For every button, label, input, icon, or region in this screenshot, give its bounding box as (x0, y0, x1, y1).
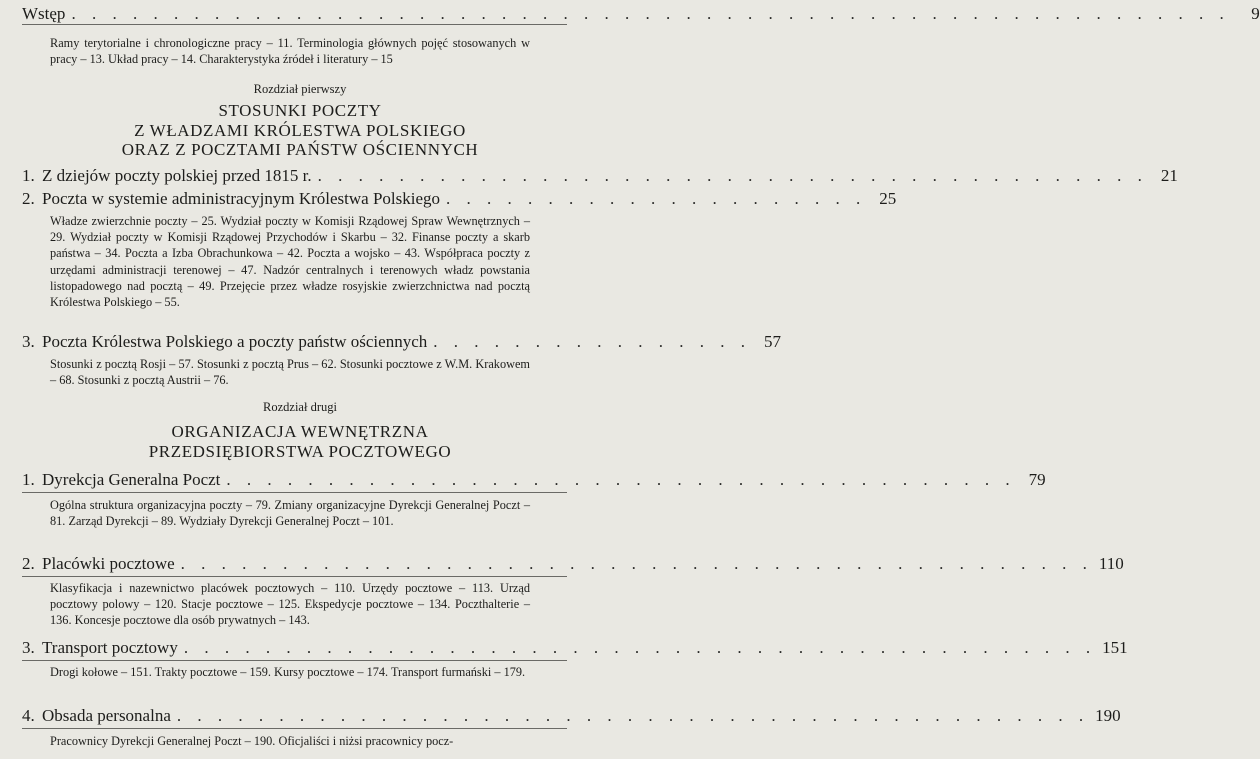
section-number: 1. (22, 470, 35, 489)
toc-subtopics: Władze zwierzchnie poczty – 25. Wydział poczty w Komisji Rządowej Spraw Wewnętrznych – 29. Wydział poczty w Komisji Rządowej Przychodów i Skarbu – 32. Finanse poczty a skarb państwa – 34. Poczta a Izba Obrachunkowa – 42. Poczta a wojsko – 43. Współpraca poczty z urzędami administracji terenowej – 47. Nadzór centralnych i terenowych władz powstania listopadowego nad pocztą – 49. Przejęcie przez władze rosyjskie zwierzchnictwa nad pocztą Królestwa Polskiego – 55. (50, 214, 530, 310)
toc-page-number: 110 (1098, 554, 1124, 573)
chapter-title-line: ORGANIZACJA WEWNĘTRZNA (171, 422, 429, 441)
toc-entry-title: Wstęp (22, 4, 66, 23)
toc-entry-title: Placówki pocztowe (42, 554, 175, 573)
leader-dots: . . . . . . . . . . . . . . . . . . . . . . . . . . . . . . . . . . . . . . . . . . . . . (180, 554, 1093, 573)
toc-entry-title: Poczta w systemie administracyjnym Królestwa Polskiego (42, 189, 441, 208)
section-number: 4. (22, 706, 35, 725)
toc-entry[interactable] (22, 189, 897, 211)
divider-rule (22, 492, 567, 493)
toc-page-number: 79 (1028, 470, 1046, 489)
leader-dots: . . . . . . . . . . . . . . . . . . . . . . . . . . . . . . . . . . . . . . . . . . . . . . . . . . . . . . . . . (71, 4, 1230, 23)
toc-entry[interactable] (22, 638, 1128, 660)
toc-subtopics: Ramy terytorialne i chronologiczne pracy – 11. Terminologia głównych pojęć stosowanych w pracy – 13. Układ pracy – 14. Charakterystyka źródeł i literatury – 15 (50, 36, 530, 67)
section-number: 1. (22, 166, 35, 185)
chapter-title-line: PRZEDSIĘBIORSTWA POCZTOWEGO (148, 441, 452, 461)
leader-dots: . . . . . . . . . . . . . . . . . . . . . . . . . . . . . . . . . . . . . . . (226, 470, 1016, 489)
leader-dots: . . . . . . . . . . . . . . . . . . . . . . . . . . . . . . . . . . . . . . . . . . . . . (176, 706, 1090, 725)
divider-rule (22, 728, 567, 729)
chapter-title (0, 422, 600, 461)
toc-entry-wstep[interactable] (22, 4, 1260, 26)
toc-entry-title: Poczta Królestwa Polskiego a poczty państw ościennych (42, 332, 428, 351)
toc-entry-title: Transport pocztowy (42, 638, 178, 657)
toc-entry[interactable] (22, 166, 1178, 188)
toc-subtopics: Ogólna struktura organizacyjna poczty – 79. Zmiany organizacyjne Dyrekcji Generalnej Poczt – 81. Zarząd Dyrekcji – 89. Wydziały Dyrekcji Generalnej Poczt – 101. (50, 498, 530, 529)
toc-entry[interactable] (22, 470, 1046, 492)
divider-rule (22, 576, 567, 577)
chapter-title-line: STOSUNKI POCZTY (218, 101, 382, 120)
toc-entry-title: Dyrekcja Generalna Poczt (42, 470, 221, 489)
toc-page-number: 25 (879, 189, 897, 208)
divider-rule (22, 660, 567, 661)
toc-subtopics: Stosunki z pocztą Rosji – 57. Stosunki z pocztą Prus – 62. Stosunki pocztowe z W.M. Krakowem – 68. Stosunki z pocztą Austrii – 76. (50, 357, 530, 388)
chapter-title-line: Z WŁADZAMI KRÓLESTWA POLSKIEGO (134, 120, 466, 140)
toc-entry[interactable] (22, 332, 781, 354)
leader-dots: . . . . . . . . . . . . . . . . . . . . . (446, 189, 867, 208)
toc-entry[interactable] (22, 706, 1121, 728)
section-number: 2. (22, 189, 35, 208)
toc-subtopics: Klasyfikacja i nazewnictwo placówek pocztowych – 110. Urzędy pocztowe – 113. Urząd pocztowy polowy – 120. Stacje pocztowe – 125. Ekspedycje pocztowe – 134. Poczthalterie – 136. Koncesje pocztowe dla osób prywatnych – 143. (50, 581, 530, 628)
chapter-label: Rozdział pierwszy (253, 82, 347, 96)
section-number: 3. (22, 638, 35, 657)
toc-entry-title: Z dziejów poczty polskiej przed 1815 r. (42, 166, 312, 185)
leader-dots: . . . . . . . . . . . . . . . . . . . . . . . . . . . . . . . . . . . . . . . . . (317, 166, 1148, 185)
toc-entry-title: Obsada personalna (42, 706, 171, 725)
toc-page-number: 57 (764, 332, 781, 351)
toc-page-number: 21 (1160, 166, 1178, 185)
chapter-title-line: ORAZ Z POCZTAMI PAŃSTW OŚCIENNYCH (121, 140, 479, 159)
toc-subtopics: Pracownicy Dyrekcji Generalnej Poczt – 190. Oficjaliści i niżsi pracownicy pocz- (50, 734, 454, 748)
divider-rule (22, 24, 567, 25)
toc-subtopics: Drogi kołowe – 151. Trakty pocztowe – 159. Kursy pocztowe – 174. Transport furmański – 179. (50, 665, 526, 679)
toc-page-number: 9 (1251, 4, 1260, 23)
toc-page-number: 151 (1102, 638, 1128, 657)
toc-page-number: 190 (1095, 706, 1121, 725)
leader-dots: . . . . . . . . . . . . . . . . . . . . . . . . . . . . . . . . . . . . . . . . . . . . . (183, 638, 1097, 657)
section-number: 3. (22, 332, 35, 351)
toc-entry[interactable] (22, 554, 1124, 576)
leader-dots: . . . . . . . . . . . . . . . . (433, 332, 751, 351)
chapter-title (0, 101, 600, 160)
section-number: 2. (22, 554, 35, 573)
chapter-label: Rozdział drugi (263, 400, 337, 414)
